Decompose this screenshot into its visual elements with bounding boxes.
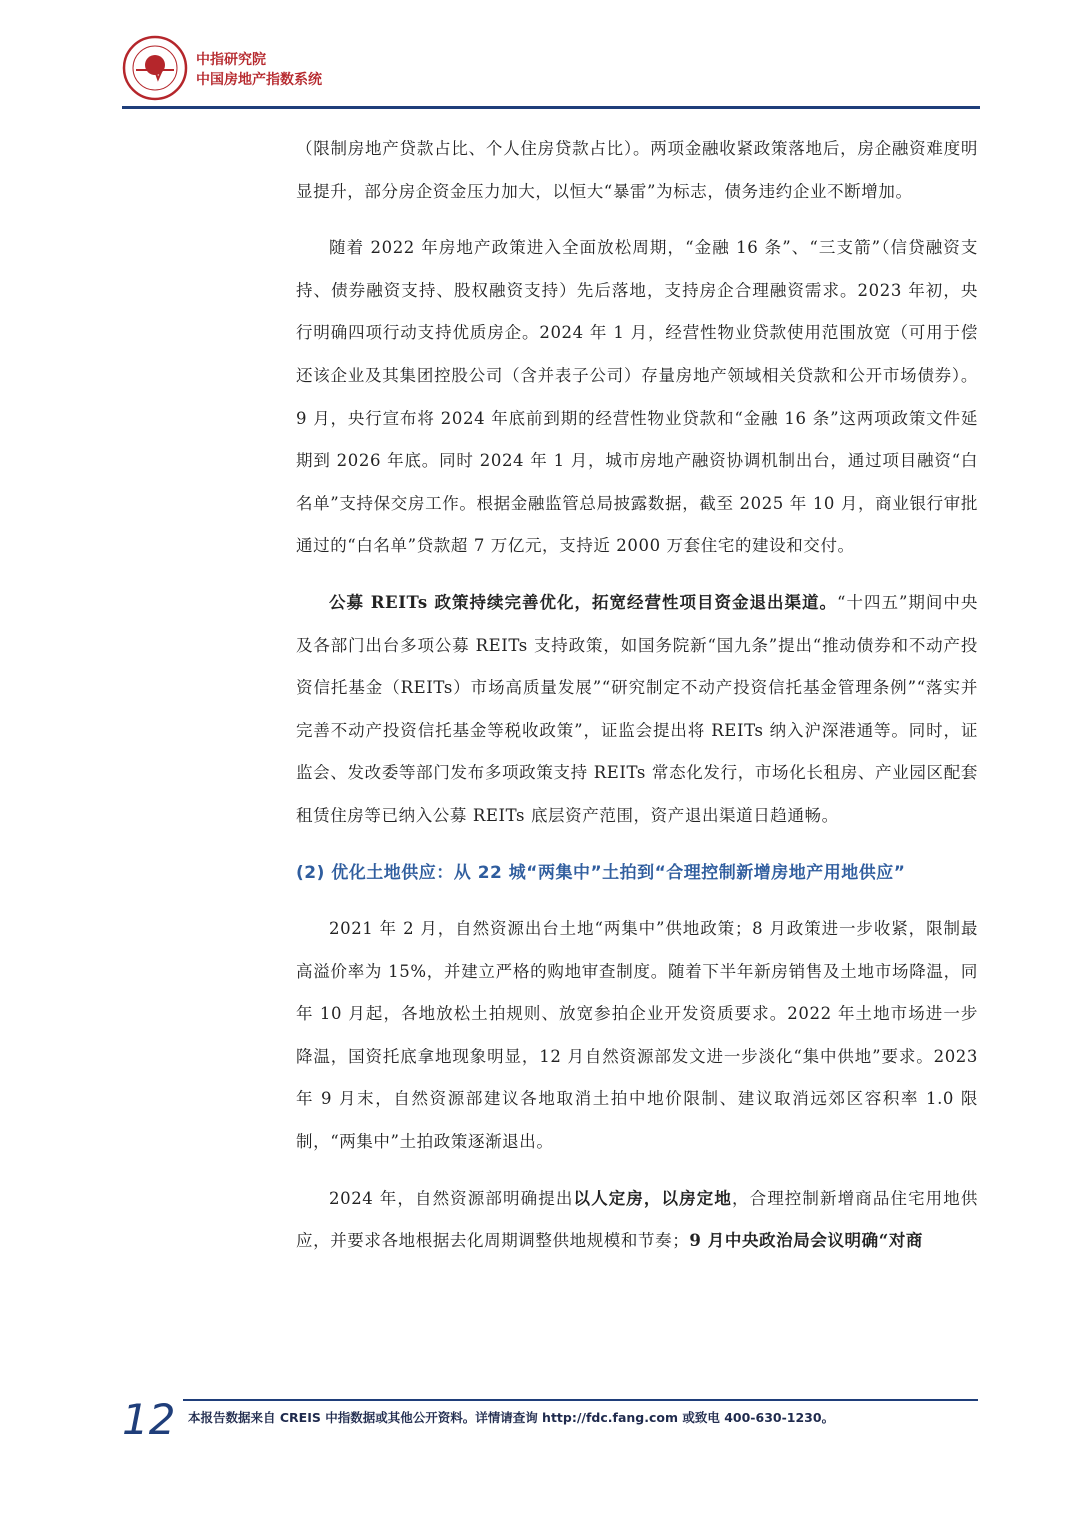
org-system: 中国房地产指数系统 bbox=[196, 72, 322, 88]
paragraph-continued: （限制房地产贷款占比、个人住房贷款占比）。两项金融收紧政策落地后，房企融资难度明显提升，部分房企资金压力加大，以恒大“暴雷”为标志，债务违约企业不断增加。 bbox=[296, 139, 978, 201]
academy-logo-icon bbox=[122, 35, 188, 101]
paragraph-reits bbox=[296, 582, 978, 838]
reits-text: “十四五”期间中央及各部门出台多项公募 REITs 支持政策，如国务院新“国九条”提出“推动债券和不动产投资信托基金（REITs）市场高质量发展”“研究制定不动产投资信托基金管理条例”“落实并完善不动产投资信托基金等税收政策”，证监会提出将 REITs 纳入沪深港通等。同时，证监会、发改委等部门发布多项政策支持 REITs 常态化发行，市场化长租房、产业园区配套租赁住房等已纳入公募 REITs 底层资产范围，资产退出渠道日趋通畅。 bbox=[296, 592, 978, 825]
header-divider bbox=[122, 106, 980, 109]
page-body bbox=[296, 128, 978, 1277]
page-header bbox=[0, 0, 1080, 120]
paragraph-land-2021: 2021 年 2 月，自然资源出台土地“两集中”供地政策；8 月政策进一步收紧，限制最高溢价率为 15%，并建立严格的购地审查制度。随着下半年新房销售及土地市场降温，同年 10 月起，各地放松土拍规则、放宽参拍企业开发资质要求。2022 年土地市场进一步降温，国资托底拿地现象明显，12 月自然资源部发文进一步淡化“集中供地”要求。2023 年 9 月末，自然资源部建议各地取消土拍中地价限制、建议取消远郊区容积率 1.0 限制，“两集中”土拍政策逐渐退出。 bbox=[296, 919, 978, 1152]
land-2024-part2: ，合理控制新增商品住宅用地供应，并要求各地根据去化周期调整供地规模和节奏； bbox=[296, 1188, 979, 1251]
footer-note: 本报告数据来自 CREIS 中指数据或其他公开资料。详情请查询 http://fdc.fang.com 或致电 400-630-1230。 bbox=[188, 1410, 835, 1425]
land-2024-part1: 2024 年，自然资源部明确提出 bbox=[329, 1188, 574, 1208]
paragraph-financing: 随着 2022 年房地产政策进入全面放松周期，“金融 16 条”、“三支箭”（信贷融资支持、债券融资支持、股权融资支持）先后落地，支持房企合理融资需求。2023 年初，央行明确四项行动支持优质房企。2024 年 1 月，经营性物业贷款使用范围放宽（可用于偿还该企业及其集团控股公司（含并表子公司）存量房地产领域相关贷款和公开市场债券）。9 月，央行宣布将 2024 年底前到期的经营性物业贷款和“金融 16 条”这两项政策文件延期到 2026 年底。同时 2024 年 1 月，城市房地产融资协调机制出台，通过项目融资“白名单”支持保交房工作。根据金融监管总局披露数据，截至 2025 年 10 月，商业银行审批通过的“白名单”贷款超 7 万亿元，支持近 2000 万套住宅的建设和交付。 bbox=[296, 238, 978, 556]
page-number: 12 bbox=[122, 1395, 176, 1444]
footer-divider bbox=[183, 1399, 978, 1401]
organization-name bbox=[196, 50, 322, 90]
land-2024-bold1: 以人定房，以房定地 bbox=[573, 1188, 732, 1208]
section-subheading: (2) 优化土地供应：从 22 城“两集中”土拍到“合理控制新增房地产用地供应” bbox=[296, 862, 906, 883]
land-2024-bold2: 9 月中央政治局会议明确“对商 bbox=[689, 1231, 924, 1251]
reits-lead: 公募 REITs 政策持续完善优化，拓宽经营性项目资金退出渠道。 bbox=[329, 592, 838, 612]
paragraph-land-2024 bbox=[296, 1178, 978, 1263]
org-name: 中指研究院 bbox=[196, 52, 266, 68]
